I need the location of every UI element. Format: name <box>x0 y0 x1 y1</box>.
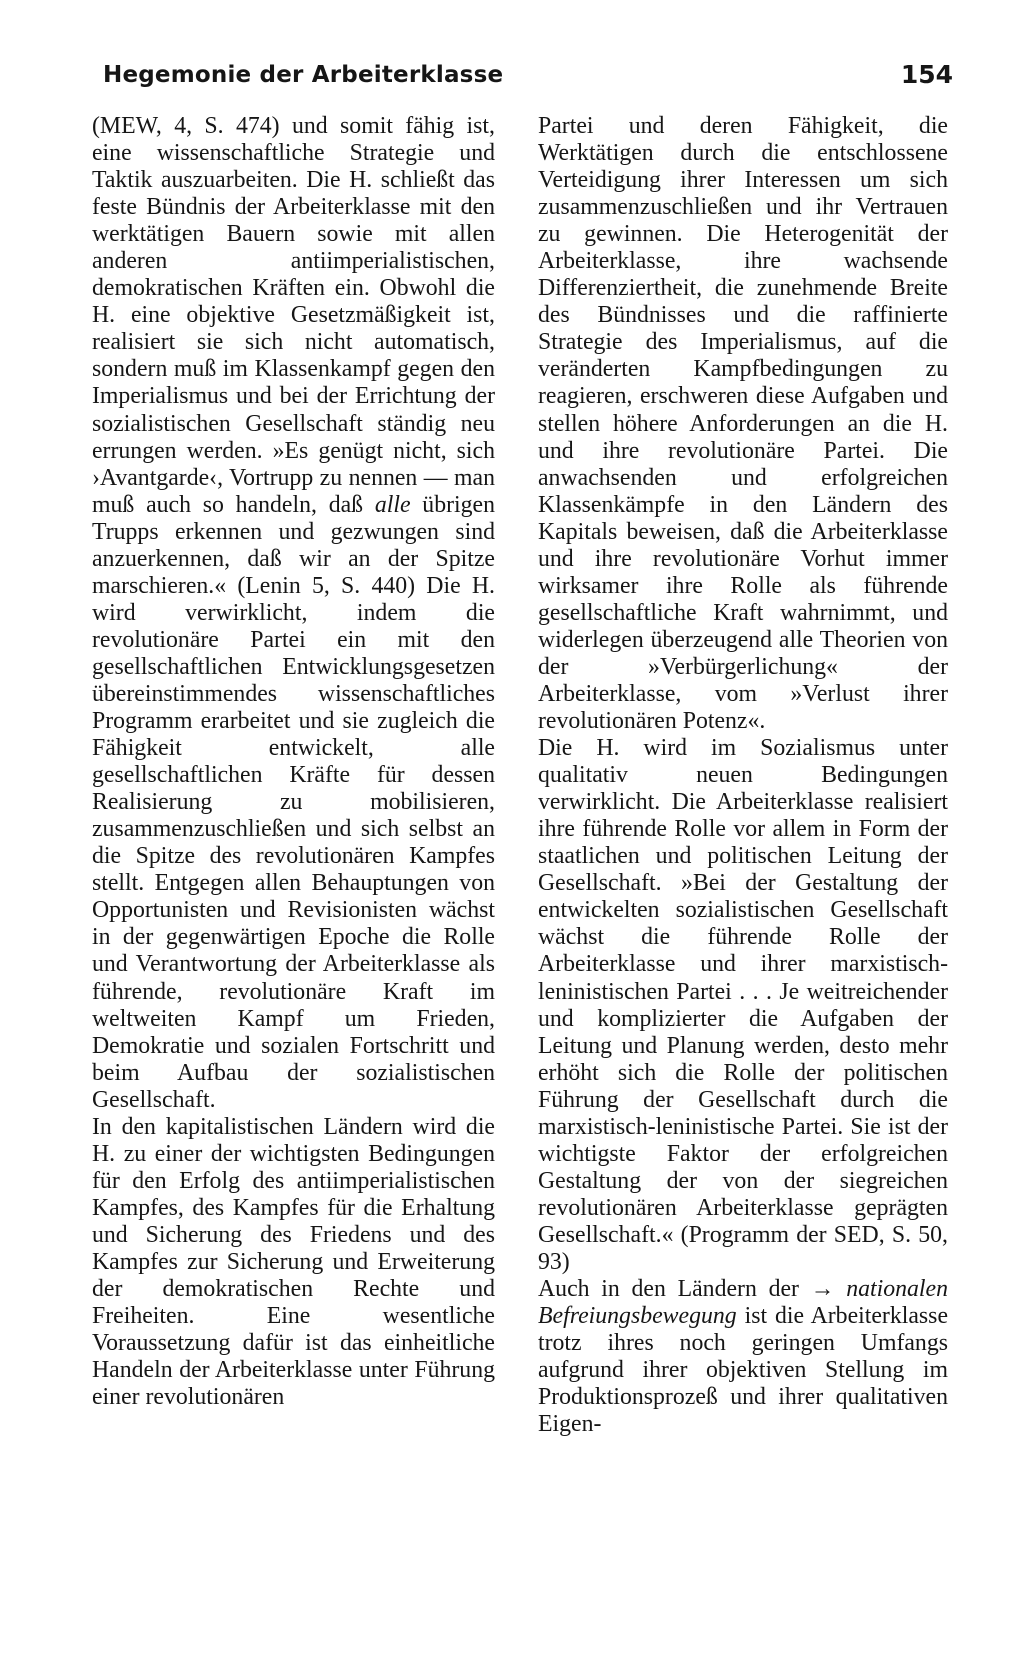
page-header <box>103 58 953 98</box>
left-column <box>92 113 495 1411</box>
emphasis-text: alle <box>374 491 411 518</box>
running-head: Hegemonie der Arbeiterklasse <box>103 62 504 88</box>
paragraph <box>92 113 495 1114</box>
paragraph-text: übrigen Trupps erkennen und gezwungen sind anzuerkennen, daß wir an der Spitze marschieren.« (Lenin 5, S. 440) Die H. wird verwirklicht, indem die revolutionäre Partei ein mit den gesellschaftlichen Entwicklungsgesetzen übereinstimmendes wissenschaftliches Programm erarbeitet und sie zugleich die Fähigkeit entwickelt, alle gesellschaftlichen Kräfte für dessen Realisierung zu mobilisieren, zusammenzuschließen und sich selbst an die Spitze des revolutionären Kampfes stellt. Entgegen allen Behauptungen von Opportunisten und Revisionisten wächst in der gegenwärtigen Epoche die Rolle und Verantwortung der Arbeiterklasse als führende, revolutionäre Kraft im weltweiten Kampf um Frieden, Demokratie und sozialen Fortschritt und beim Aufbau der sozialistischen Gesellschaft. <box>92 491 495 1113</box>
paragraph <box>538 1276 948 1438</box>
paragraph-text: Partei und deren Fähigkeit, die Werktätigen durch die entschlossene Verteidigung ihrer Interessen um sich zusammenzuschließen und ihr Vertrauen zu gewinnen. Die Heterogenität der Arbeiterklasse, ihre wachsende Differenziertheit, die zunehmende Breite des Bündnisses und die raffinierte Strategie des Imperialismus, auf die veränderten Kampfbedingungen zu reagieren, erschweren diese Aufgaben und stellen höhere Anforderungen an die H. und ihre revolutionäre Partei. Die anwachsenden und erfolgreichen Klassenkämpfe in den Ländern des Kapitals beweisen, daß die Arbeiterklasse und ihre revolutionäre Vorhut immer wirksamer ihre Rolle als führende gesellschaftliche Kraft wahrnimmt, und widerlegen überzeugend alle Theorien von der »Verbürgerlichung« der Arbeiterklasse, vom »Verlust ihrer revolutionären Potenz«. <box>538 113 948 735</box>
paragraph <box>538 735 948 1276</box>
paragraph <box>538 113 948 735</box>
paragraph-text: Auch in den Ländern der → <box>538 1276 835 1303</box>
page-number: 154 <box>900 60 953 89</box>
paragraph-text: (MEW, 4, S. 474) und somit fähig ist, eine wissenschaftliche Strategie und Taktik auszuarbeiten. Die H. schließt das feste Bündnis der Arbeiterklasse mit den werktätigen Bauern sowie mit allen anderen antiimperialistischen, demokratischen Kräften ein. Obwohl die H. eine objektive Gesetzmäßigkeit ist, realisiert sie sich nicht automatisch, sondern muß im Klassenkampf gegen den Imperialismus und bei der Errichtung der sozialistischen Gesellschaft ständig neu errungen werden. »Es genügt nicht, sich ›Avantgarde‹, Vortrupp zu nennen — man muß auch so handeln, daß <box>92 113 495 518</box>
paragraph-text: ist die Arbeiterklasse trotz ihres noch geringen Umfangs aufgrund ihrer objektiven Stellung im Produktionsprozeß und ihrer qualitativen Eigen- <box>538 1303 949 1438</box>
right-column <box>538 113 948 1438</box>
paragraph-text: Die H. wird im Sozialismus unter qualitativ neuen Bedingungen verwirklicht. Die Arbeiterklasse realisiert ihre führende Rolle vor allem in Form der staatlichen und politischen Leitung der Gesellschaft. »Bei der Gestaltung der entwickelten sozialistischen Gesellschaft wächst die führende Rolle der Arbeiterklasse und ihrer marxistisch-leninistischen Partei . . . Je weitreichender und komplizierter die Aufgaben der Leitung und Planung werden, desto mehr erhöht sich die Rolle der politischen Führung der Gesellschaft durch die marxistisch-leninistische Partei. Sie ist der wichtigste Faktor der erfolgreichen Gestaltung der von der siegreichen revolutionären Arbeiterklasse geprägten Gesellschaft.« (Programm der SED, S. 50, 93) <box>538 735 948 1275</box>
cross-reference-link: nationalen Befreiungsbewegung <box>538 1276 949 1330</box>
paragraph <box>92 1114 495 1412</box>
paragraph-text: In den kapitalistischen Ländern wird die H. zu einer der wichtigsten Bedingungen für den Erfolg des antiimperialistischen Kampfes, des Kampfes für die Erhaltung und Sicherung des Friedens und des Kampfes zur Sicherung und Erweiterung der demokratischen Rechte und Freiheiten. Eine wesentliche Voraussetzung dafür ist das einheitliche Handeln der Arbeiterklasse unter Führung einer revolutionären <box>92 1113 495 1411</box>
